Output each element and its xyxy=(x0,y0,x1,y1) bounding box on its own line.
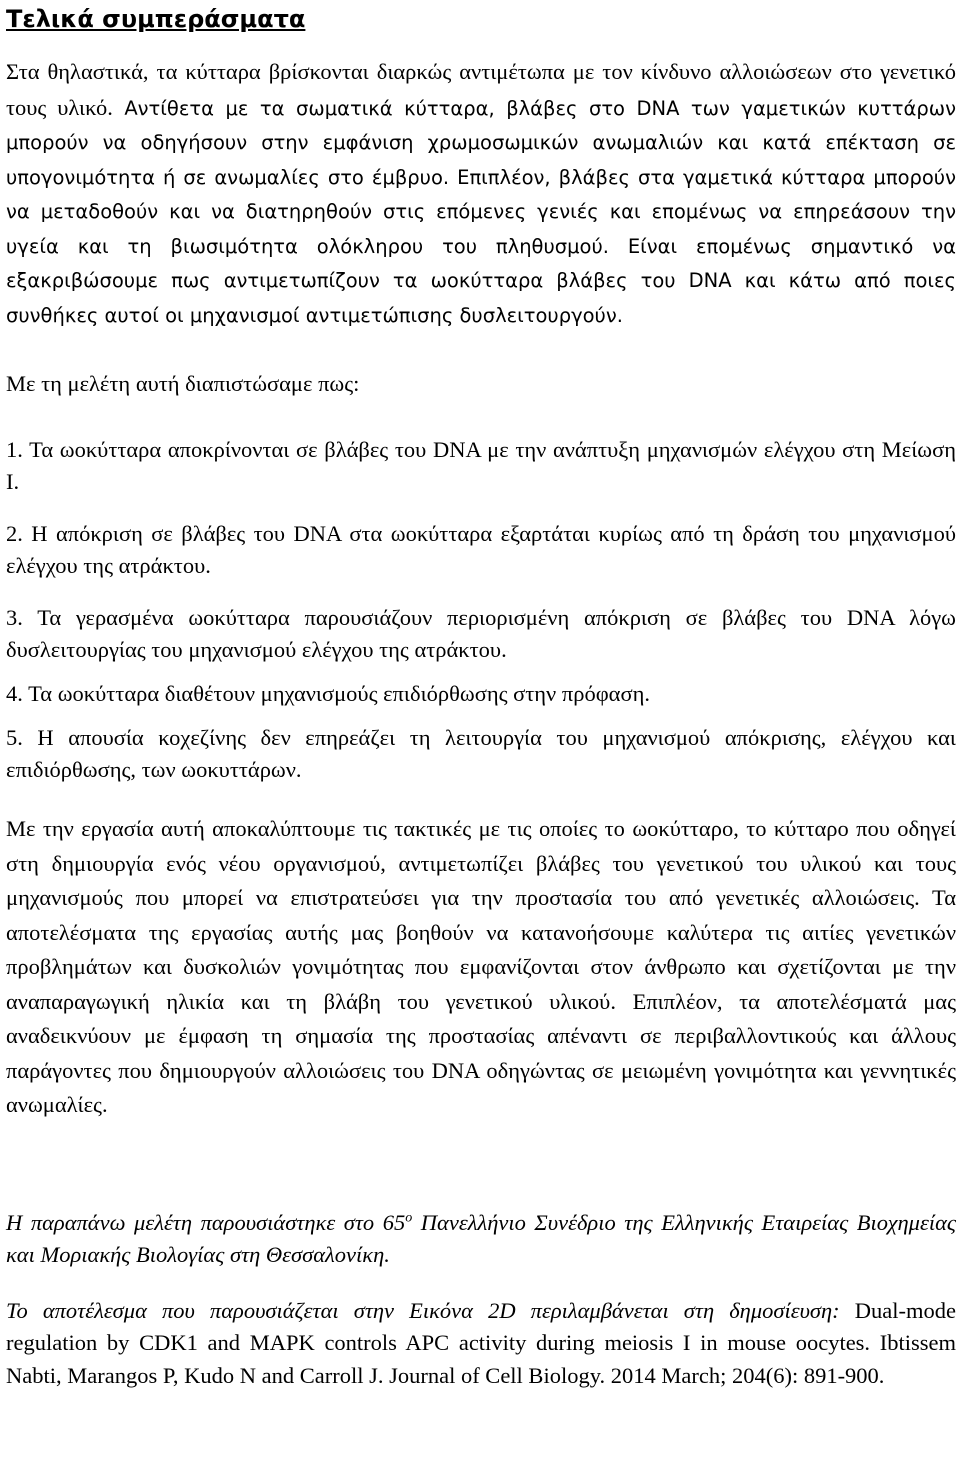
intro-text-1: Στα θηλαστικά, τα κύτταρα βρίσκονται διαρκώς αντιμέτωπα με τον κίνδυνο αλλοιώσεων στο γενετικό τους υλικό. xyxy=(6,59,956,120)
closing-paragraph xyxy=(6,812,956,1123)
conclusion-item: 5. Η απουσία κοχεζίνης δεν επηρεάζει τη λειτουργία του μηχανισμού απόκρισης, ελέγχου και επιδιόρθωσης, των ωοκυττάρων. xyxy=(6,725,956,782)
closing-text-1: Με την εργασία αυτή αποκαλύπτουμε τις τακτικές με τις οποίες το ωοκύτταρο, το κύτταρο που οδηγεί στη δημιουργία ενός νέου οργανισμού, αντιμετωπίζει βλάβες του γενετικού του υλικού και τους μηχανισμούς που μπορεί να επιστρατεύσει για την προστασία του από γενετικές αλλοιώσεις. xyxy=(6,816,956,910)
closing-text-2: Τα αποτελέσματα της εργασίας αυτής μας βοηθούν να κατανοήσουμε καλύτερα τις αιτίες γενετικών προβλημάτων και δυσκολιών γονιμότητας που εμφανίζονται στον άνθρωπο και σχετίζονται με την αναπαραγωγική ηλικία και τη βλάβη του γενετικού υλικού. Επιπλέον, τα αποτελέσματά μας αναδεικνύουν με έμφαση τη σημασία της προστασίας απέναντι σε περιβαλλοντικούς και άλλους παράγοντες που δημιουργούν αλλοιώσεις του DNA οδηγώντας σε μειωμένη γονιμότητα και γεννητικές ανωμαλίες. xyxy=(6,885,956,1117)
reference-citation: Dual-mode regulation by CDK1 and MAPK controls APC activity during meiosis I in mouse oocytes. Ibtissem Nabti, Marangos P, Kudo N and Carroll J. Journal of Cell Biology. 2014 March; 204(6): 891-900. xyxy=(6,1297,957,1388)
reference-note xyxy=(6,1295,956,1393)
document-page xyxy=(6,0,956,1392)
intro-text-2: Αντίθετα με τα σωματικά κύτταρα, βλάβες στο DNA των γαμετικών κυττάρων μπορούν να οδηγήσουν στην εμφάνιση χρωμοσωμικών ανωμαλιών και κατά επέκταση σε υπογονιμότητα ή σε ανωμαλίες στο έμβρυο. Επιπλέον, βλάβες στα γαμετικά κύτταρα μπορούν να μεταδοθούν και να διατηρηθούν στις επόμενες γενιές και επομένως να επηρεάσουν την υγεία και τη βιωσιμότητα ολόκληρου του πληθυσμού. xyxy=(6,96,957,258)
intro-paragraph xyxy=(6,56,956,334)
presentation-superscript: ο xyxy=(405,1210,413,1225)
intro-text-3: Είναι επομένως σημαντικό να εξακριβώσουμε πως αντιμετωπίζουν τα ωοκύτταρα βλάβες του DNA και κάτω από ποιες συνθήκες αυτοί οι μηχανισμοί αντιμετώπισης δυσλειτουργούν. xyxy=(6,234,956,327)
lead-in-sentence: Με τη μελέτη αυτή διαπιστώσαμε πως: xyxy=(6,371,360,396)
section-title: Τελικά συμπεράσματα xyxy=(6,5,306,33)
presentation-text-before: Η παραπάνω μελέτη παρουσιάστηκε στο 65 xyxy=(6,1209,406,1235)
reference-intro: Το αποτέλεσμα που παρουσιάζεται στην Εικόνα 2D περιλαμβάνεται στη δημοσίευση: xyxy=(6,1297,840,1323)
conclusion-item: 1. Τα ωοκύτταρα αποκρίνονται σε βλάβες του DNA με την ανάπτυξη μηχανισμών ελέγχου στη Μείωση Ι. xyxy=(6,437,956,494)
conclusion-item: 2. Η απόκριση σε βλάβες του DNA στα ωοκύτταρα εξαρτάται κυρίως από τη δράση του μηχανισμού ελέγχου της ατράκτου. xyxy=(6,521,956,578)
conclusions-list xyxy=(6,434,956,786)
presentation-note xyxy=(6,1207,956,1271)
presentation-text-after: Πανελλήνιο Συνέδριο της Ελληνικής Εταιρείας Βιοχημείας και Μοριακής Βιολογίας στη Θεσσαλονίκη. xyxy=(6,1209,957,1267)
conclusion-item: 3. Τα γερασμένα ωοκύτταρα παρουσιάζουν περιορισμένη απόκριση σε βλάβες του DNA λόγω δυσλειτουργίας του μηχανισμού ελέγχου της ατράκτου. xyxy=(6,605,956,662)
conclusion-item: 4. Τα ωοκύτταρα διαθέτουν μηχανισμούς επιδιόρθωσης στην πρόφαση. xyxy=(6,681,650,706)
